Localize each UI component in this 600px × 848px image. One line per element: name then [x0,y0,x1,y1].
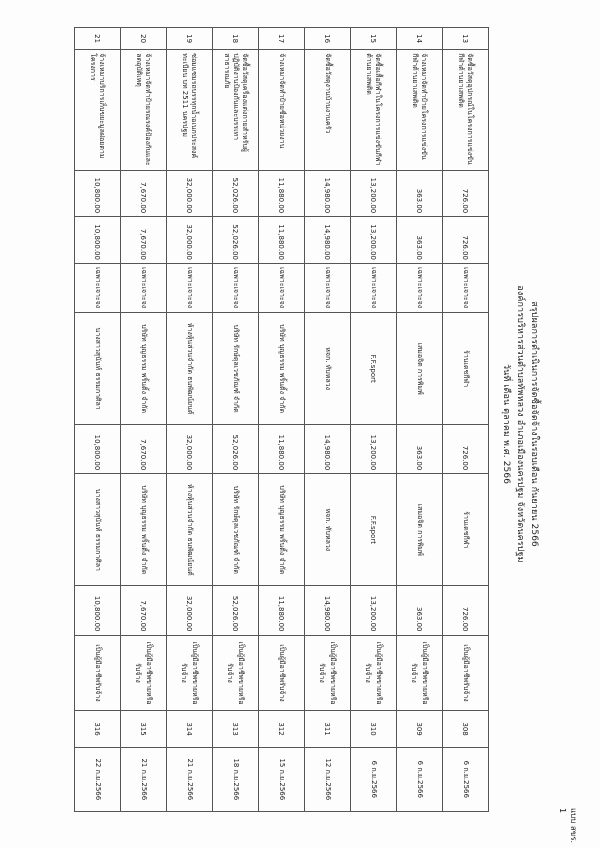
agreed-price: 11,880.00 [259,586,305,635]
contract-date: 12 ก.ย.2566 [305,747,351,811]
bid-price: 726.00 [443,425,489,474]
row-number: 13 [443,28,489,50]
item-description: จ้างเหมาจัดทำป้ายโครงการแข่งขันกีฬาต้านยาเสพติด [397,50,443,170]
bidder-name: หจก. ทับหลวง [305,313,351,425]
contract-number: 308 [443,711,489,747]
item-description: จ้างเหมาจัดทำป้ายชื่อหน่วยงาน [259,50,305,170]
selection-reason: เป็นผู้มีอาชีพรับจ้าง [75,635,121,711]
bidder-name: เสมอจิต การพิมพ์ [397,313,443,425]
budget-amount: 14,980.00 [305,170,351,217]
table-row [259,28,305,812]
agreed-price: 726.00 [443,586,489,635]
row-number: 21 [75,28,121,50]
budget-amount: 13,200.00 [351,170,397,217]
median-price: 11,880.00 [259,217,305,264]
procurement-method: เฉพาะเจาะจง [121,264,167,313]
selected-vendor: บริษัท บุญธรรม พริ้นติ้ง จำกัด [259,474,305,586]
budget-amount: 10,800.00 [75,170,121,217]
agreed-price: 10,800.00 [75,586,121,635]
procurement-table [74,27,489,812]
bid-price: 14,980.00 [305,425,351,474]
row-number: 19 [167,28,213,50]
contract-number: 309 [397,711,443,747]
selected-vendor: เสมอจิต การพิมพ์ [397,474,443,586]
procurement-method: เฉพาะเจาะจง [397,264,443,313]
budget-amount: 11,880.00 [259,170,305,217]
row-number: 16 [305,28,351,50]
selected-vendor: นางสาวสุนันท์ ธรรมกาศิลา [75,474,121,586]
contract-date: 21 ก.ย.2566 [167,747,213,811]
selected-vendor: บริษัท บุญธรรม พริ้นติ้ง จำกัด [121,474,167,586]
agreed-price: 52,026.00 [213,586,259,635]
row-number: 15 [351,28,397,50]
item-description: จ้างเหมาบริการเก็บขยะมูลฝอยตามโครงการ [75,50,121,170]
selected-vendor: บริษัท รักษ์ดุลเวชภัณฑ์ จำกัด [213,474,259,586]
bid-price: 11,880.00 [259,425,305,474]
median-price: 10,800.00 [75,217,121,264]
row-number: 14 [397,28,443,50]
bidder-name: บริษัท รักษ์ดุลเวชภัณฑ์ จำกัด [213,313,259,425]
budget-amount: 32,000.00 [167,170,213,217]
procurement-table-body [75,28,489,812]
contract-number: 312 [259,711,305,747]
median-price: 7,670.00 [121,217,167,264]
contract-number: 315 [121,711,167,747]
bid-price: 52,026.00 [213,425,259,474]
row-number: 17 [259,28,305,50]
contract-date: 6 ก.ย.2566 [397,747,443,811]
agreed-price: 13,200.00 [351,586,397,635]
procurement-method: เฉพาะเจาะจง [305,264,351,313]
table-row [443,28,489,812]
median-price: 13,200.00 [351,217,397,264]
contract-number: 314 [167,711,213,747]
selection-reason: เป็นผู้มีอาชีพขายหรือรับจ้าง [351,635,397,711]
bidder-name: นางสาวสุนันท์ ธรรมกาศิลา [75,313,121,425]
report-title: สรุปผลการดำเนินการจัดซื้อจัดจ้างในรอบเดือน กันยายน 2566 [529,301,539,547]
median-price: 14,980.00 [305,217,351,264]
bidder-name: ห้างหุ้นส่วนจำกัด ธนพัฒน์ยนต์ [167,313,213,425]
bidder-name: บริษัท บุญธรรม พริ้นติ้ง จำกัด [259,313,305,425]
procurement-method: เฉพาะเจาะจง [213,264,259,313]
selected-vendor: หจก. ทับหลวง [305,474,351,586]
selection-reason: เป็นผู้มีอาชีพขายหรือรับจ้าง [397,635,443,711]
item-description: จัดซื้อเสื้อกีฬาในโครงการแข่งขันกีฬาต้านยาเสพติด [351,50,397,170]
budget-amount: 52,026.00 [213,170,259,217]
selection-reason: เป็นผู้มีอาชีพรับจ้าง [443,635,489,711]
item-description: ซ่อมแซมรถบรรทุกน้ำอเนกประสงค์ ทะเบียน บท 2511 นครปฐม [167,50,213,170]
budget-amount: 726.00 [443,170,489,217]
table-row [75,28,121,812]
agreed-price: 14,980.00 [305,586,351,635]
median-price: 32,000.00 [167,217,213,264]
selected-vendor: ห้างหุ้นส่วนจำกัด ธนพัฒน์ยนต์ [167,474,213,586]
procurement-method: เฉพาะเจาะจง [351,264,397,313]
contract-date: 21 ก.ย.2566 [121,747,167,811]
item-description: จ้างเหมาจัดทำป้ายรณรงค์ป้องกันและลดอุบัติเหตุ [121,50,167,170]
contract-number: 311 [305,711,351,747]
organization-name: องค์การบริหารส่วนตำบลทัพหลวง อำเภอเมืองนครปฐม จังหวัดนครปฐม [515,285,525,563]
contract-date: 22 ก.ย.2566 [75,747,121,811]
table-row [167,28,213,812]
bid-price: 363.00 [397,425,443,474]
contract-number: 310 [351,711,397,747]
bid-price: 10,800.00 [75,425,121,474]
selection-reason: เป็นผู้มีอาชีพขายหรือรับจ้าง [305,635,351,711]
bid-price: 13,200.00 [351,425,397,474]
selection-reason: เป็นผู้มีอาชีพขายหรือรับจ้าง [213,635,259,711]
procurement-method: เฉพาะเจาะจง [75,264,121,313]
selection-reason: เป็นผู้มีอาชีพรับจ้าง [259,635,305,711]
row-number: 18 [213,28,259,50]
contract-date: 6 ก.ย.2566 [351,747,397,811]
contract-date: 6 ก.ย.2566 [443,747,489,811]
procurement-method: เฉพาะเจาะจง [443,264,489,313]
item-description: จัดซื้อวัสดุเครื่องแต่งกายสำหรับผู้ปฏิบัติงานป้องกันและบรรเทาสาธารณภัย [213,50,259,170]
agreed-price: 7,670.00 [121,586,167,635]
form-code: แบบ สขร. 1 [558,808,578,844]
bid-price: 32,000.00 [167,425,213,474]
row-number: 20 [121,28,167,50]
table-row [213,28,259,812]
contract-date: 15 ก.ย.2566 [259,747,305,811]
bidder-name: ร้านเดชกีฬา [443,313,489,425]
bid-price: 7,670.00 [121,425,167,474]
report-date: วันที่ เดือน ตุลาคม พ.ศ. 2566 [501,363,511,485]
median-price: 363.00 [397,217,443,264]
bidder-name: F.F.sport [351,313,397,425]
agreed-price: 32,000.00 [167,586,213,635]
budget-amount: 363.00 [397,170,443,217]
table-row [351,28,397,812]
agreed-price: 363.00 [397,586,443,635]
item-description: จัดซื้อวัสดุงานบ้านงานครัว [305,50,351,170]
item-description: จัดซื้อวัสดุอุปกรณ์ในโครงการแข่งขันกีฬาต้านยาเสพติด [443,50,489,170]
median-price: 52,026.00 [213,217,259,264]
selected-vendor: F.F.sport [351,474,397,586]
procurement-method: เฉพาะเจาะจง [259,264,305,313]
selection-reason: เป็นผู้มีอาชีพขายหรือรับจ้าง [167,635,213,711]
table-row [305,28,351,812]
bidder-name: บริษัท บุญธรรม พริ้นติ้ง จำกัด [121,313,167,425]
budget-amount: 7,670.00 [121,170,167,217]
selection-reason: เป็นผู้มีอาชีพขายหรือรับจ้าง [121,635,167,711]
contract-number: 313 [213,711,259,747]
contract-number: 316 [75,711,121,747]
table-row [397,28,443,812]
procurement-method: เฉพาะเจาะจง [167,264,213,313]
table-row [121,28,167,812]
selected-vendor: ร้านเดชกีฬา [443,474,489,586]
median-price: 726.00 [443,217,489,264]
contract-date: 18 ก.ย.2566 [213,747,259,811]
